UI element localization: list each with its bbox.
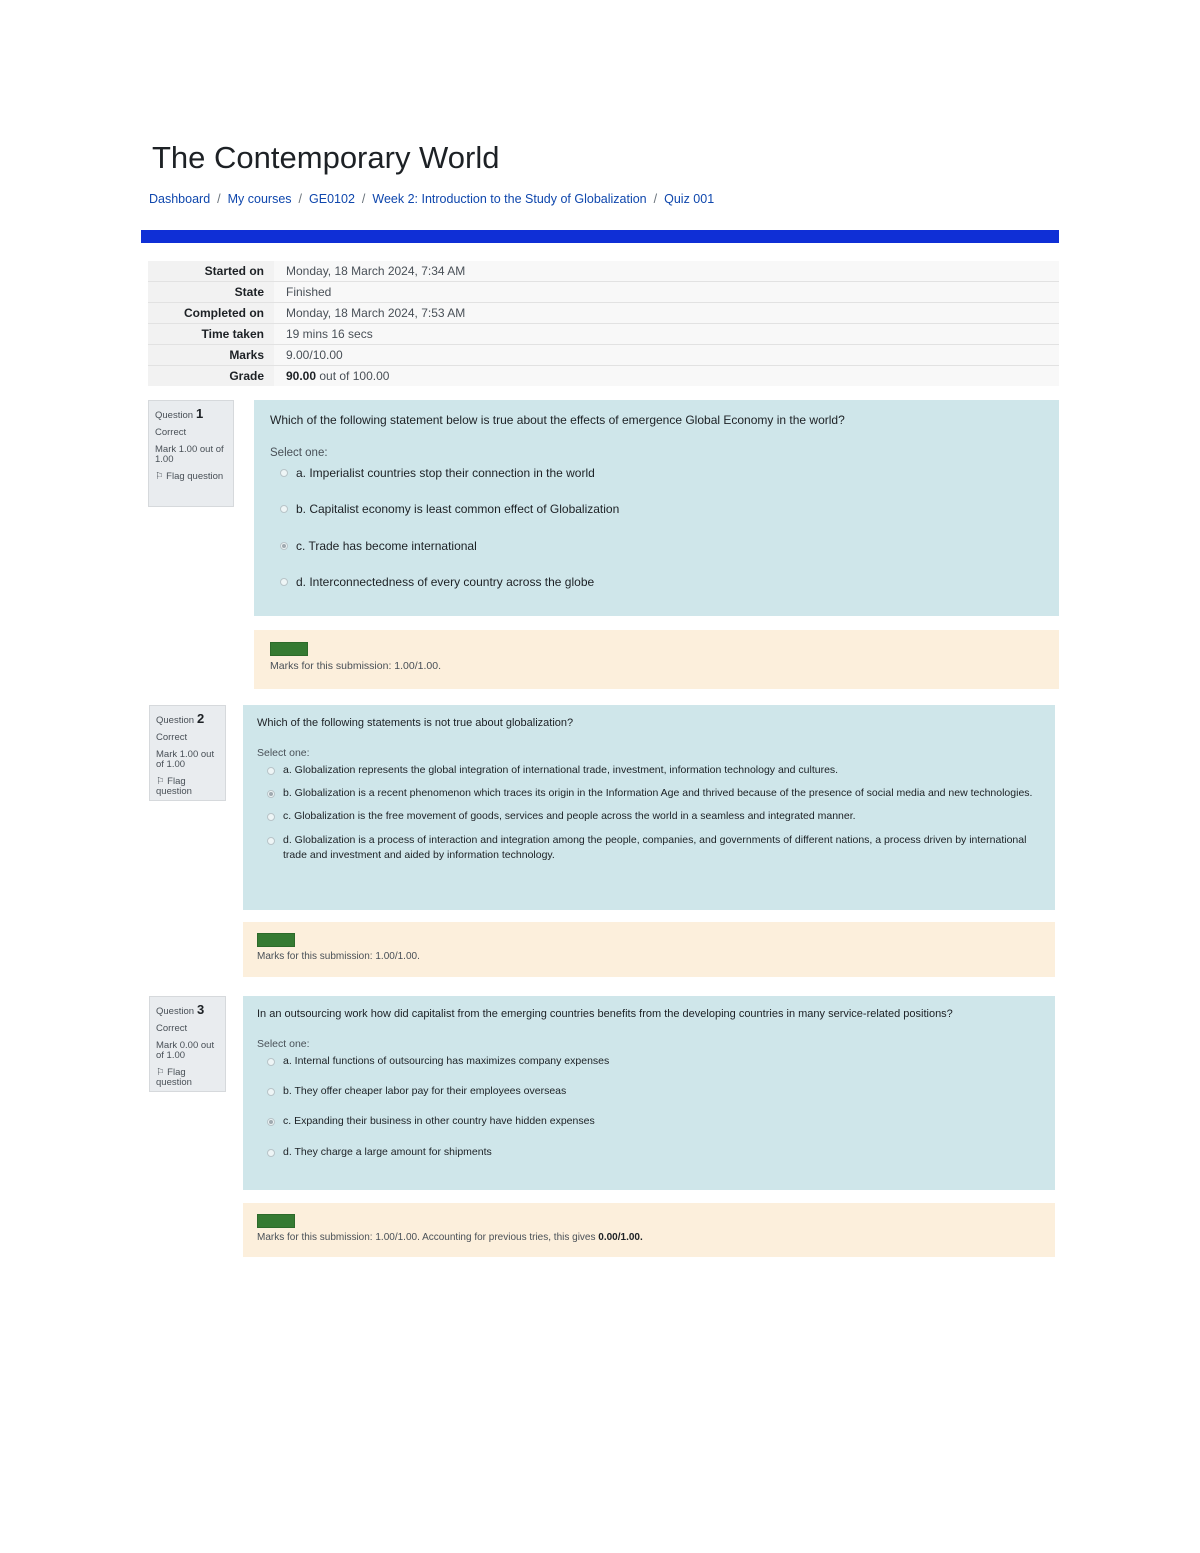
summary-label: Completed on: [148, 303, 274, 324]
select-one-prompt: Select one:: [257, 1038, 310, 1050]
correct-badge: Correct: [270, 642, 308, 656]
question-text: Which of the following statement below is true about the effects of emergence Global Economy in the world?: [270, 413, 845, 427]
flag-question-link[interactable]: ⚐ Flag question: [156, 1066, 192, 1088]
answer-option-a[interactable]: a. Imperialist countries stop their connection in the world: [270, 465, 1043, 482]
grade-score: 90.00: [286, 369, 317, 383]
summary-value: 19 mins 16 secs: [274, 324, 1059, 345]
question-mark: Mark 0.00 out of 1.00: [156, 1039, 215, 1061]
radio-button[interactable]: [280, 469, 288, 477]
summary-label: Grade: [148, 366, 274, 387]
breadcrumb-separator: /: [653, 192, 658, 206]
page-title: The Contemporary World: [152, 140, 500, 175]
question-1-content: [254, 400, 1059, 616]
answer-option-a[interactable]: a. Internal functions of outsourcing has maximizes company expenses: [257, 1054, 1041, 1069]
radio-button[interactable]: [267, 767, 275, 775]
summary-label: Started on: [148, 261, 274, 282]
submission-marks: Marks for this submission: 1.00/1.00. Accounting for previous tries, this gives 0.00/1.00.: [257, 1232, 643, 1243]
question-text: In an outsourcing work how did capitalist from the emerging countries benefits from the developing countries in many service-related positions?: [257, 1008, 953, 1020]
summary-label: Time taken: [148, 324, 274, 345]
submission-marks: Marks for this submission: 1.00/1.00.: [270, 660, 441, 672]
summary-row-grade: [148, 366, 1059, 387]
answer-option-c[interactable]: c. Globalization is the free movement of goods, services and people across the world in a seamless and integrated manner.: [257, 809, 1041, 824]
summary-row-started: [148, 261, 1059, 282]
question-1-feedback: [254, 630, 1059, 689]
breadcrumb-dashboard[interactable]: Dashboard: [149, 192, 211, 206]
submission-marks: Marks for this submission: 1.00/1.00.: [257, 951, 420, 962]
select-one-prompt: Select one:: [257, 747, 310, 759]
question-number: Question 2: [156, 711, 205, 726]
question-2-feedback: [243, 922, 1055, 977]
question-number: Question 3: [156, 1002, 205, 1017]
header-accent-bar: [141, 230, 1059, 243]
summary-value: Finished: [274, 282, 1059, 303]
summary-row-marks: [148, 345, 1059, 366]
question-state: Correct: [156, 1022, 188, 1034]
question-2-content: [243, 705, 1055, 910]
breadcrumb-week[interactable]: Week 2: Introduction to the Study of Globalization: [372, 192, 647, 206]
select-one-prompt: Select one:: [270, 447, 328, 459]
flag-icon: ⚐: [156, 1066, 168, 1078]
answer-option-b[interactable]: b. Globalization is a recent phenomenon which traces its origin in the Information Age and thrived because of the presence of social media and new technologies.: [257, 786, 1041, 801]
question-3-info: [149, 996, 226, 1092]
summary-label: Marks: [148, 345, 274, 366]
question-number: Question 1: [155, 406, 204, 421]
breadcrumb-separator: /: [298, 192, 303, 206]
answer-option-d[interactable]: d. They charge a large amount for shipments: [257, 1145, 1041, 1160]
radio-button[interactable]: [267, 1058, 275, 1066]
answer-option-a[interactable]: a. Globalization represents the global integration of international trade, investment, information technology and cultures.: [257, 763, 1041, 778]
summary-value: [274, 366, 1059, 387]
answer-option-d[interactable]: d. Globalization is a process of interaction and integration among the people, companies, and governments of different nations, a process driven by international trade and investment and aided by information technology.: [257, 833, 1041, 863]
grade-out-of: out of 100.00: [316, 369, 390, 383]
question-2-info: [149, 705, 226, 801]
question-state: Correct: [156, 731, 188, 743]
breadcrumb-separator: /: [361, 192, 366, 206]
radio-button-selected[interactable]: [280, 542, 288, 550]
question-1-info: [148, 400, 234, 507]
flag-icon: ⚐: [155, 470, 167, 482]
summary-row-completed: [148, 303, 1059, 324]
attempt-summary-table: [148, 261, 1059, 386]
question-3-content: [243, 996, 1055, 1190]
summary-value: Monday, 18 March 2024, 7:34 AM: [274, 261, 1059, 282]
radio-button[interactable]: [267, 1088, 275, 1096]
question-mark: Mark 1.00 out of 1.00: [155, 443, 224, 465]
answer-option-b[interactable]: b. They offer cheaper labor pay for their employees overseas: [257, 1084, 1041, 1099]
question-text: Which of the following statements is not true about globalization?: [257, 717, 574, 729]
question-state: Correct: [155, 426, 187, 438]
summary-value: Monday, 18 March 2024, 7:53 AM: [274, 303, 1059, 324]
radio-button[interactable]: [280, 505, 288, 513]
question-3-feedback: [243, 1203, 1055, 1257]
flag-icon: ⚐: [156, 775, 168, 787]
answer-option-c[interactable]: c. Trade has become international: [270, 538, 1043, 555]
summary-value: 9.00/10.00: [274, 345, 1059, 366]
breadcrumb-quiz[interactable]: Quiz 001: [664, 192, 715, 206]
breadcrumb: [149, 192, 714, 206]
correct-badge: Correct: [257, 1214, 295, 1228]
question-mark: Mark 1.00 out of 1.00: [156, 748, 215, 770]
breadcrumb-course[interactable]: GE0102: [309, 192, 355, 206]
answer-option-c[interactable]: c. Expanding their business in other country have hidden expenses: [257, 1114, 1041, 1129]
radio-button[interactable]: [267, 813, 275, 821]
summary-label: State: [148, 282, 274, 303]
radio-button-selected[interactable]: [267, 1118, 275, 1126]
answer-option-d[interactable]: d. Interconnectedness of every country across the globe: [270, 574, 1043, 591]
summary-row-time-taken: [148, 324, 1059, 345]
radio-button[interactable]: [267, 1149, 275, 1157]
radio-button[interactable]: [280, 578, 288, 586]
summary-row-state: [148, 282, 1059, 303]
answer-option-b[interactable]: b. Capitalist economy is least common effect of Globalization: [270, 501, 1043, 518]
breadcrumb-my-courses[interactable]: My courses: [227, 192, 292, 206]
flag-question-link[interactable]: ⚐ Flag question: [156, 775, 192, 797]
breadcrumb-separator: /: [217, 192, 221, 206]
radio-button[interactable]: [267, 837, 275, 845]
correct-badge: Correct: [257, 933, 295, 947]
radio-button-selected[interactable]: [267, 790, 275, 798]
flag-question-link[interactable]: ⚐ Flag question: [155, 470, 224, 482]
